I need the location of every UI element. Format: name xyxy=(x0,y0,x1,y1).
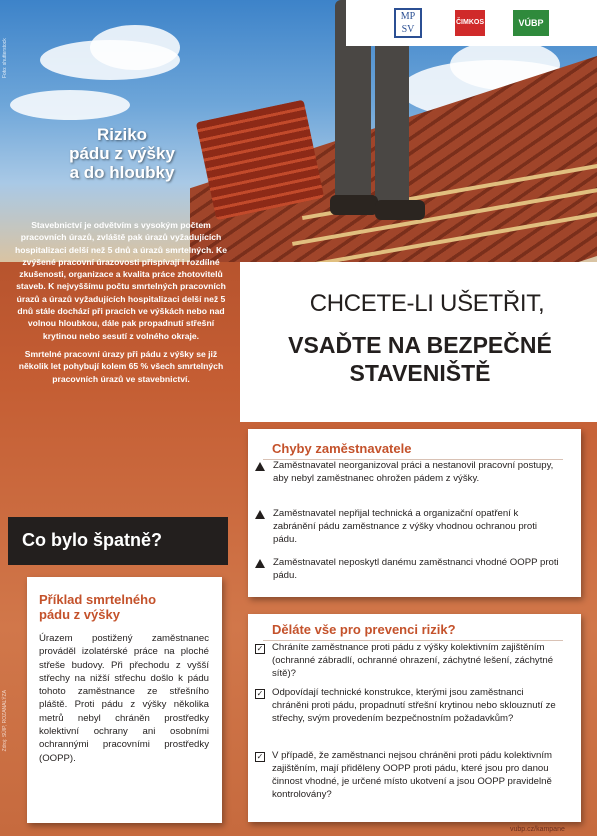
cimkos-logo: ČIMKOS xyxy=(455,10,485,36)
prevention-title: Děláte vše pro prevenci rizik? xyxy=(272,622,456,637)
list-item: Odpovídají technické konstrukce, kterými jsou zaměstnanci chráněni proti pádu, propadnutí střešní krytinou nebo sklouznutí ze střechy, svým provedením bezpečnostním požadavkům? xyxy=(272,687,556,724)
intro-text xyxy=(7,216,235,516)
headline-main: VSAĎTE NA BEZPEČNÉ STAVENIŠTĚ xyxy=(288,332,552,386)
vubp-logo: VÚBP xyxy=(513,10,549,36)
list-item: Zaměstnavatel neposkytl danému zaměstnanci vhodné OOPP proti pádu. xyxy=(273,557,559,581)
list-item: Zaměstnavatel nepřijal technická a organizační opatření k zabránění pádu zaměstnance z výšky vhodnou ochranou proti pádu. xyxy=(273,508,537,545)
what-went-wrong-bar xyxy=(8,517,228,565)
warning-icon xyxy=(255,559,265,568)
intro-paragraph: Smrtelné pracovní úrazy při pádu z výšky se již několik let pohybují kolem 65 % všech smrtelných pracovních úrazů ve stavebnictví. xyxy=(18,348,224,384)
list-item: Chráníte zaměstnance proti pádu z výšky kolektivním zajištěním (ochranné zábradlí, ochranné ohrazení, záchytné lešení, záchytné sítě)? xyxy=(272,642,554,679)
list-item: V případě, že zaměstnanci nejsou chráněni proti pádu kolektivním zajištěním, mají přiděleny OOPP proti pádu, které jsou pro danou činnost vhodné, je určené místo ukotvení a jsou OOPP pravidelně kontrolovány? xyxy=(272,750,552,800)
list-item: Zaměstnavatel neorganizoval práci a nestanovil pracovní postupy, aby nebyl zaměstnanec ohrožen pádem z výšky. xyxy=(273,460,554,484)
warning-icon xyxy=(255,462,265,471)
photo-credit: Foto: shutterstock xyxy=(2,38,8,78)
mpsv-logo: MP SV xyxy=(394,8,422,38)
checkbox-icon: ✓ xyxy=(256,689,264,698)
example-title: Příklad smrtelného pádu z výšky xyxy=(39,592,157,622)
intro-paragraph: Stavebnictví je odvětvím s vysokým počtem pracovních úrazů, zvláště pak úrazů vyžadujících hospitalizaci delší než 5 dnů a úrazů smrtelných. Ke zvýšené pracovní úrazovosti přispívají i rozdílné zkušenosti, organizace a kvalita práce zhotovitelů staveb. K nejvyššímu počtu smrtelných pracovních úrazů a úrazů vyžadujících hospitalizaci delší než 5 dnů stále dochází při pracích ve výškách nebo nad volnou hloubkou, dále pak propadnutí střešní krytinou nebo sesutí z volného okraje. xyxy=(14,220,228,341)
headline-line1: CHCETE-LI UŠETŘIT, xyxy=(309,290,545,317)
what-went-wrong-label: Co bylo špatně? xyxy=(22,530,163,550)
source-credit: Zdroj: SÚIP, ROZANALÝZA xyxy=(2,690,8,752)
risk-title: Riziko pádu z výšky a do hloubky xyxy=(69,125,175,182)
checkbox-icon: ✓ xyxy=(256,644,264,653)
example-text: Úrazem postižený zaměstnanec prováděl izolatérské práce na ploché střeše budovy. Při přechodu z vyšší střechy na nižší střechu došlo k pádu tohoto zaměstnance ze střešního pláště. Proti pádu z výšky několika metrů nebyl chráněn prostředky kolektivní ochrany ani osobními ochrannými pracovními prostředky (OOPP). xyxy=(39,633,209,764)
employer-errors-title: Chyby zaměstnavatele xyxy=(272,441,412,456)
footer-url: vubp.cz/kampane xyxy=(510,826,565,833)
checkbox-icon: ✓ xyxy=(256,752,264,761)
warning-icon xyxy=(255,510,265,519)
